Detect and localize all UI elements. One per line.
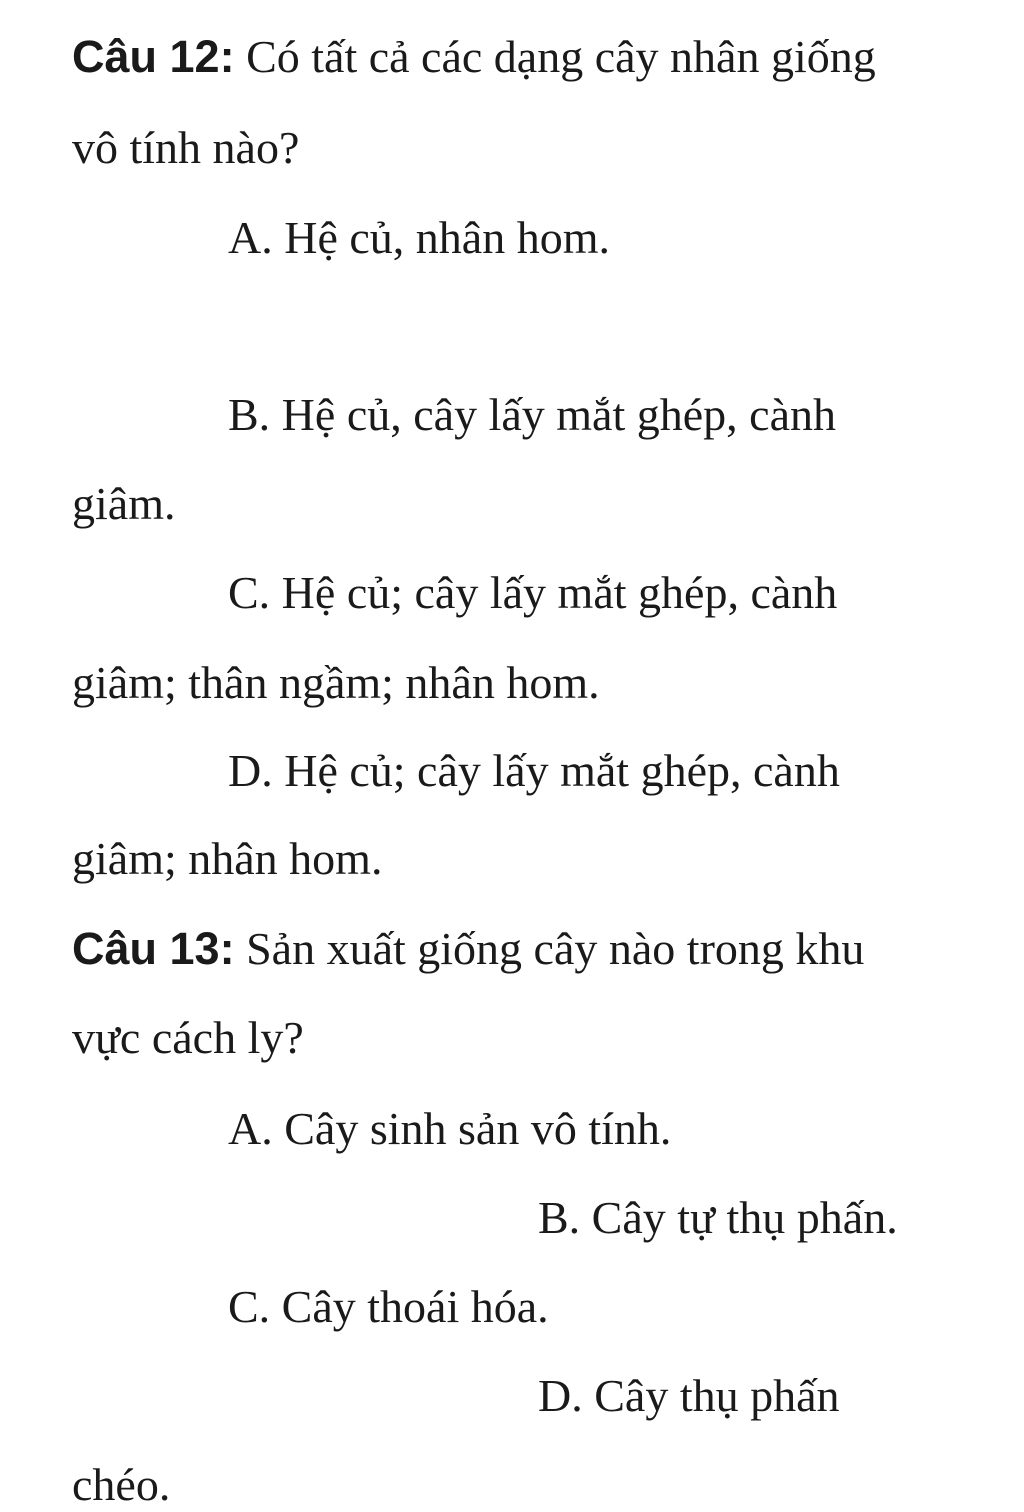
- q12-option-d-line-2: giâm; nhân hom.: [72, 833, 383, 884]
- q12-option-d-line-1: D. Hệ củ; cây lấy mắt ghép, cành: [228, 745, 840, 796]
- q13-option-d-line-2: chéo.: [72, 1459, 171, 1510]
- q13-option-b: B. Cây tự thụ phấn.: [538, 1192, 898, 1243]
- q13-option-d-line-1: D. Cây thụ phấn: [538, 1370, 840, 1421]
- question-12-line-2: vô tính nào?: [72, 122, 300, 173]
- question-12-text: Có tất cả các dạng cây nhân giống: [234, 31, 876, 82]
- q13-option-c: C. Cây thoái hóa.: [228, 1281, 549, 1332]
- q12-option-b-line-1: B. Hệ củ, cây lấy mắt ghép, cành: [228, 389, 836, 440]
- q12-option-c-line-2: giâm; thân ngầm; nhân hom.: [72, 657, 600, 708]
- question-13-label: Câu 13:: [72, 923, 235, 974]
- q13-option-a: A. Cây sinh sản vô tính.: [228, 1103, 672, 1154]
- q12-option-b-line-2: giâm.: [72, 478, 176, 529]
- q12-option-a: A. Hệ củ, nhân hom.: [228, 212, 610, 263]
- question-13-line-1: [72, 923, 865, 974]
- question-13-text: Sản xuất giống cây nào trong khu: [234, 923, 865, 974]
- q12-option-c-line-1: C. Hệ củ; cây lấy mắt ghép, cành: [228, 567, 838, 618]
- question-13-line-2: vực cách ly?: [72, 1012, 304, 1063]
- question-12-label: Câu 12:: [72, 31, 235, 82]
- question-12-line-1: [72, 31, 876, 82]
